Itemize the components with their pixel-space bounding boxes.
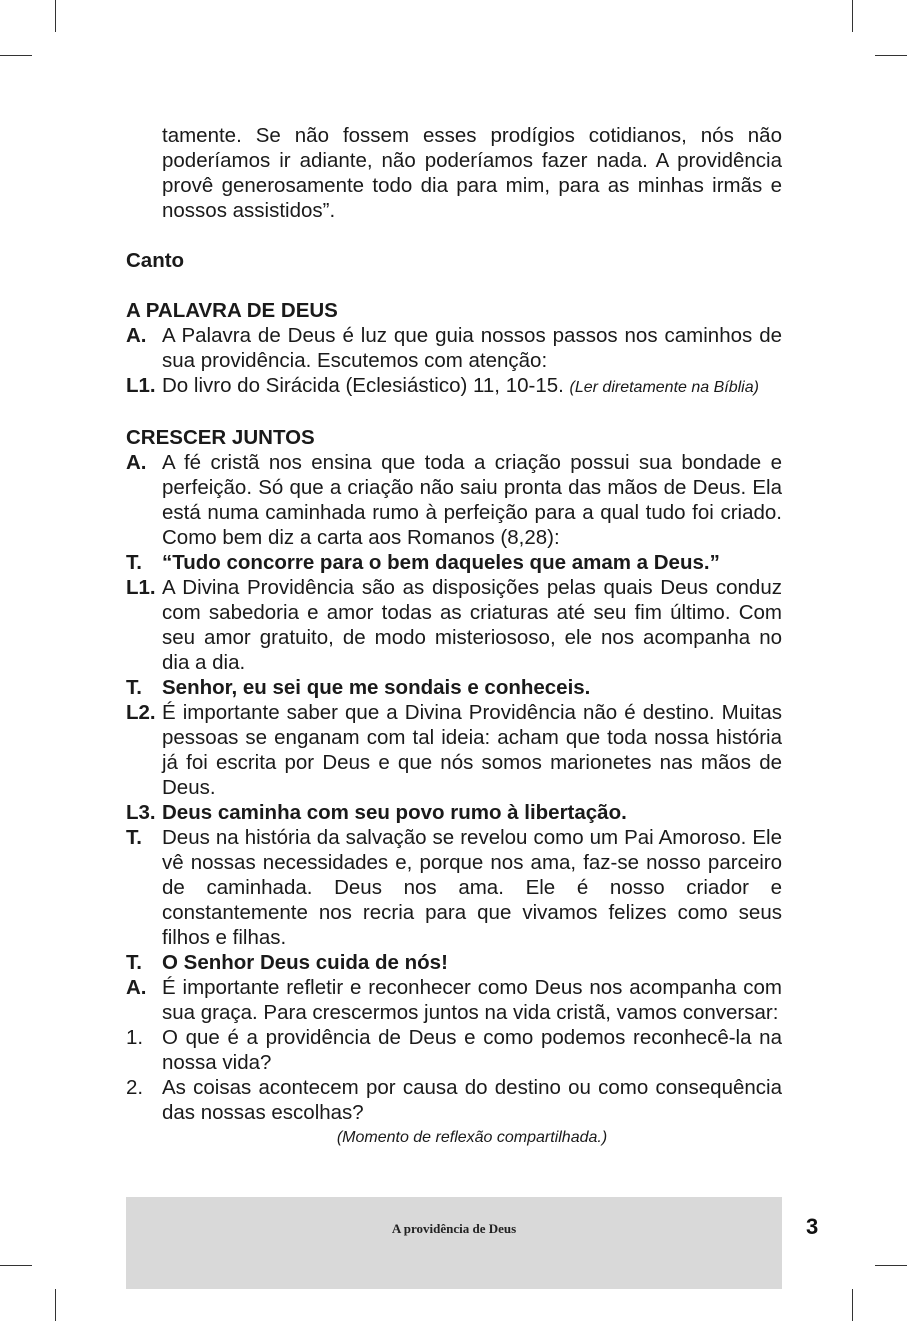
page-number: 3 — [806, 1214, 819, 1239]
list-item — [126, 825, 782, 950]
footer-title: A providência de Deus — [391, 1221, 517, 1236]
item-label: L1. — [126, 576, 156, 599]
reading-note: (Ler diretamente na Bíblia) — [569, 379, 759, 396]
crop-mark — [852, 1289, 853, 1321]
item-text-wrap — [162, 373, 782, 400]
item-label: A. — [126, 451, 147, 474]
list-item — [126, 975, 782, 1025]
item-label: L1. — [126, 374, 156, 397]
crop-mark — [852, 0, 853, 32]
list-item — [126, 800, 782, 825]
item-label: T. — [126, 676, 142, 699]
canto-heading: Canto — [126, 249, 185, 272]
question-text: As coisas acontecem por causa do destino ou como consequência das nossas escolhas? — [162, 1076, 782, 1124]
item-text: Do livro do Sirácida (Eclesiástico) 11, 10-15. — [162, 374, 564, 397]
list-item — [126, 950, 782, 975]
question-number: 2. — [126, 1076, 144, 1099]
item-text: “Tudo concorre para o bem daqueles que amam a Deus.” — [162, 551, 720, 574]
question-text: O que é a providência de Deus e como podemos reconhecê-la na nossa vida? — [162, 1026, 782, 1074]
item-text: Deus na história da salvação se revelou como um Pai Amoroso. Ele vê nossas necessidades e, porque nos ama, faz-se nosso parceiro de caminhada. Deus nos ama. Ele é nosso criador e constantemente nos recria para que vivamos felizes como seus filhos e filhas. — [162, 826, 782, 949]
item-label: T. — [126, 826, 142, 849]
section-heading-palavra: A PALAVRA DE DEUS — [126, 299, 338, 322]
list-item — [126, 373, 782, 400]
closing-note: (Momento de reflexão compartilhada.) — [336, 1129, 608, 1146]
item-text: Senhor, eu sei que me sondais e conheceis. — [162, 676, 591, 699]
list-item — [126, 450, 782, 550]
item-text: É importante refletir e reconhecer como Deus nos acompanha com sua graça. Para crescermos juntos na vida cristã, vamos conversar: — [162, 976, 782, 1024]
page-body — [126, 123, 782, 1149]
item-label: L2. — [126, 701, 156, 724]
question-item — [126, 1075, 782, 1125]
item-text: A Divina Providência são as disposições pelas quais Deus conduz com sabedoria e amor todas as criaturas até seu fim último. Com seu amor gratuito, de modo misteriososo, ele nos acompanha no dia a dia. — [162, 576, 782, 674]
crop-mark — [55, 0, 56, 32]
item-label: A. — [126, 324, 147, 347]
item-text: A Palavra de Deus é luz que guia nossos passos nos caminhos de sua providência. Escutemos com atenção: — [162, 324, 782, 372]
intro-paragraph: tamente. Se não fossem esses prodígios cotidianos, nós não poderíamos ir adiante, não poderíamos fazer nada. A providência provê generosamente todo dia para mim, para as minhas irmãs e nossos assistidos”. — [162, 124, 782, 222]
question-item — [126, 1025, 782, 1075]
crop-mark — [55, 1289, 56, 1321]
list-item — [126, 700, 782, 800]
item-text: A fé cristã nos ensina que toda a criação possui sua bondade e perfeição. Só que a criação não saiu pronta das mãos de Deus. Ela está numa caminhada rumo à perfeição para a qual tudo foi criado. Como bem diz a carta aos Romanos (8,28): — [162, 451, 782, 549]
list-item — [126, 675, 782, 700]
crop-mark — [0, 1265, 32, 1266]
crop-mark — [0, 55, 32, 56]
list-item — [126, 323, 782, 373]
item-label: T. — [126, 551, 142, 574]
list-item — [126, 575, 782, 675]
item-text: Deus caminha com seu povo rumo à libertação. — [162, 801, 627, 824]
footer-band — [126, 1197, 782, 1289]
section-heading-crescer: CRESCER JUNTOS — [126, 426, 315, 449]
list-item — [126, 550, 782, 575]
crop-mark — [875, 1265, 907, 1266]
item-label: A. — [126, 976, 147, 999]
item-text: O Senhor Deus cuida de nós! — [162, 951, 448, 974]
item-text: É importante saber que a Divina Providência não é destino. Muitas pessoas se enganam com tal ideia: acham que toda nossa história já foi escrita por Deus e que nós somos marionetes nas mãos de Deus. — [162, 701, 782, 799]
item-label: T. — [126, 951, 142, 974]
crop-mark — [875, 55, 907, 56]
question-number: 1. — [126, 1026, 144, 1049]
item-label: L3. — [126, 801, 156, 824]
